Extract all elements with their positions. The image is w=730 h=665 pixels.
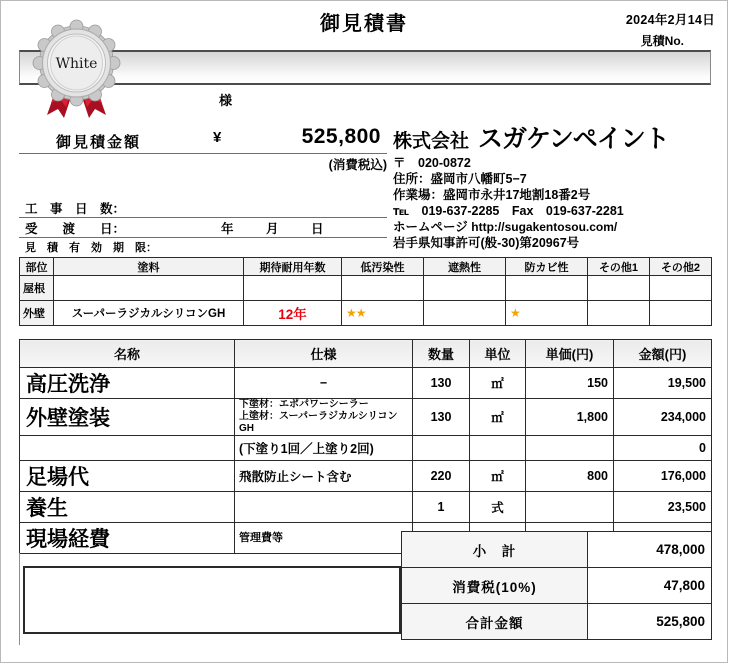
homepage-label: ホームページ — [393, 220, 468, 234]
work-days-label: 工 事 日 数： — [25, 202, 126, 216]
addressee-honorific: 様 — [219, 93, 233, 108]
items-header-row — [20, 340, 712, 368]
spec-col-other2: その他2 — [650, 258, 712, 276]
delivery-date-label: 受 渡 日： — [25, 222, 126, 236]
spec-col-paint: 塗料 — [54, 258, 244, 276]
spec-col-durability: 期待耐用年数 — [244, 258, 342, 276]
item-spec: 飛散防止シート含む — [235, 461, 413, 492]
items-col-amount: 金額(円) — [614, 340, 712, 368]
items-col-unit: 単位 — [470, 340, 526, 368]
item-name — [20, 436, 235, 461]
grandtotal-label: 合計金額 — [402, 604, 588, 640]
spec-row-roof — [20, 276, 712, 301]
company-workshop: 作業場：盛岡市永井17地割18番2号 — [393, 188, 591, 202]
items-table — [19, 339, 712, 554]
item-spec — [235, 399, 413, 436]
seal-icon — [29, 19, 124, 119]
spec-col-heat-shield: 遮熱性 — [424, 258, 506, 276]
tax-value: 47,800 — [588, 568, 712, 604]
item-price — [526, 436, 614, 461]
item-spec: − — [235, 368, 413, 399]
item-qty: 1 — [413, 492, 470, 523]
item-unit: 式 — [470, 492, 526, 523]
item-name: 高圧洗浄 — [20, 368, 235, 399]
item-qty: 130 — [413, 368, 470, 399]
totals-row-tax — [402, 568, 712, 604]
company-block — [393, 119, 723, 251]
item-spec — [235, 492, 413, 523]
homepage-url: http://sugakentosou.com/ — [471, 220, 618, 234]
totals-table — [401, 531, 712, 640]
tax-included-note: (消費税込) — [328, 158, 387, 172]
table-row — [20, 461, 712, 492]
currency-symbol: ¥ — [213, 129, 222, 146]
item-price: 150 — [526, 368, 614, 399]
item-qty: 220 — [413, 461, 470, 492]
items-col-qty: 数量 — [413, 340, 470, 368]
field-row-delivery-date — [19, 217, 387, 238]
spec-other2 — [650, 276, 712, 301]
item-unit: ㎡ — [470, 368, 526, 399]
item-unit — [470, 436, 526, 461]
grandtotal-value: 525,800 — [588, 604, 712, 640]
subtotal-value: 478,000 — [588, 532, 712, 568]
item-price — [526, 492, 614, 523]
spec-paint: スーパーラジカルシリコンGH — [54, 301, 244, 326]
quote-number-label: 見積No. — [640, 34, 684, 48]
subtotal-label: 小 計 — [402, 532, 588, 568]
field-row-validity — [19, 237, 387, 258]
spec-years — [244, 276, 342, 301]
spec-paint — [54, 276, 244, 301]
spec-heat-shield — [424, 301, 506, 326]
spec-anti-mold: ★ — [506, 301, 588, 326]
item-amount: 19,500 — [614, 368, 712, 399]
item-amount: 0 — [614, 436, 712, 461]
item-spec: (下塗り1回／上塗り2回) — [235, 436, 413, 461]
spec-part: 外壁 — [20, 301, 54, 326]
company-corp-prefix: 株式会社 — [393, 131, 470, 152]
item-name: 養生 — [20, 492, 235, 523]
totals-row-grandtotal — [402, 604, 712, 640]
item-amount: 23,500 — [614, 492, 712, 523]
items-col-spec: 仕様 — [235, 340, 413, 368]
validity-label: 見 積 有 効 期 限： — [25, 242, 157, 254]
item-name: 足場代 — [20, 461, 235, 492]
spec-other2 — [650, 301, 712, 326]
item-price: 1,800 — [526, 399, 614, 436]
spec-row-wall — [20, 301, 712, 326]
item-name: 現場経費 — [20, 523, 235, 554]
item-unit: ㎡ — [470, 461, 526, 492]
estimate-amount-value: 525,800 — [301, 125, 381, 148]
spec-other1 — [588, 276, 650, 301]
estimate-amount-label: 御見積金額 — [56, 134, 142, 151]
seal-label: White — [55, 56, 98, 72]
item-amount: 234,000 — [614, 399, 712, 436]
spec-anti-mold — [506, 276, 588, 301]
company-address: 住所：盛岡市八幡町5−7 — [393, 172, 527, 186]
award-seal — [29, 19, 124, 119]
table-row — [20, 368, 712, 399]
company-name — [393, 119, 723, 155]
amount-underline — [19, 153, 387, 154]
item-spec-undercoat: 下塗材：エポパワーシーラー — [239, 399, 369, 410]
company-tel-fax: ℡ 019-637-2285 Fax 019-637-2281 — [393, 204, 624, 218]
item-qty — [413, 436, 470, 461]
spec-col-low-soiling: 低汚染性 — [342, 258, 424, 276]
spec-header-row — [20, 258, 712, 276]
item-price: 800 — [526, 461, 614, 492]
item-qty: 130 — [413, 399, 470, 436]
spec-col-anti-mold: 防カビ性 — [506, 258, 588, 276]
spec-col-part: 部位 — [20, 258, 54, 276]
spec-part: 屋根 — [20, 276, 54, 301]
table-row — [20, 399, 712, 436]
item-amount: 176,000 — [614, 461, 712, 492]
spec-other1 — [588, 301, 650, 326]
spec-years: 12年 — [244, 301, 342, 326]
left-divider — [19, 553, 20, 645]
item-unit: ㎡ — [470, 399, 526, 436]
company-brand: スガケンペイント — [478, 124, 669, 153]
item-spec-topcoat: 上塗材：スーパーラジカルシリコンGH — [239, 411, 398, 434]
items-col-price: 単価(円) — [526, 340, 614, 368]
company-license: 岩手県知事許可(般-30)第20967号 — [393, 236, 580, 250]
company-homepage — [393, 219, 723, 235]
table-row — [20, 492, 712, 523]
item-spec: 管理費等 — [235, 523, 413, 554]
company-postal: 〒 020-0872 — [393, 156, 471, 170]
issue-date: 2024年2月14日 — [625, 13, 715, 27]
delivery-date-ymd: 年 月 日 — [221, 222, 334, 236]
spec-heat-shield — [424, 276, 506, 301]
items-col-name: 名称 — [20, 340, 235, 368]
table-row — [20, 436, 712, 461]
spec-low-soiling: ★★ — [342, 301, 424, 326]
tax-label: 消費税(10%) — [402, 568, 588, 604]
item-name: 外壁塗装 — [20, 399, 235, 436]
paint-spec-table — [19, 257, 712, 326]
notes-box[interactable] — [23, 566, 401, 634]
totals-row-subtotal — [402, 532, 712, 568]
page-title: 御見積書 — [320, 11, 408, 35]
field-row-work-days — [19, 197, 387, 218]
spec-low-soiling — [342, 276, 424, 301]
spec-col-other1: その他1 — [588, 258, 650, 276]
